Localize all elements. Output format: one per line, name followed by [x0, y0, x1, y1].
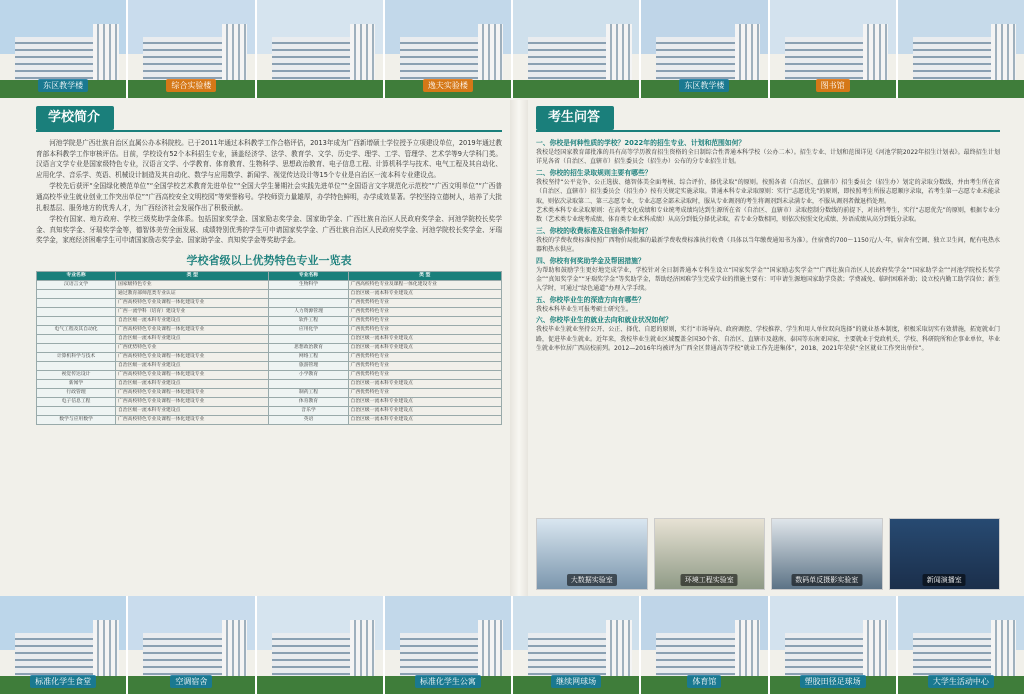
- photo-caption: 图书馆: [816, 79, 850, 92]
- campus-photo: [770, 596, 898, 694]
- table-cell: 体育教育: [269, 397, 348, 406]
- lab-photo-caption: 数码单反摄影实验室: [791, 574, 862, 586]
- photo-caption: 继续网球场: [551, 675, 601, 688]
- bottom-photo-strip: [0, 596, 1024, 694]
- col-header: 类 型: [348, 271, 501, 280]
- campus-photo: [770, 0, 898, 98]
- table-cell: 网络工程: [269, 352, 348, 361]
- table-row: [37, 325, 502, 334]
- table-cell: 旅游管理: [269, 361, 348, 370]
- table-cell: 广西优势特色专业: [348, 316, 501, 325]
- intro-paragraph: 学校有国家、地方政府、学校三级奖助学金体系。包括国家奖学金、国家励志奖学金、国家助学金、广西壮族自治区人民政府奖学金、河池学院校长奖学金、真知奖学金、牙瑞奖学金等，德智体美劳全面发展、成绩特别优秀的学生可申请国家奖学金、广西壮族自治区人民政府奖学金、河池学院校长奖学金、牙瑞奖学金，家庭经济困难学生可申请国家励志奖学金、国家助学金、真知奖学金等奖助学金。: [36, 215, 502, 245]
- table-cell: 自治区级一流本科专业建设点: [116, 406, 269, 415]
- table-cell: 计算机科学与技术: [37, 352, 116, 361]
- table-cell: 电子信息工程: [37, 397, 116, 406]
- table-cell: [37, 307, 116, 316]
- section-title-intro: 学校简介: [36, 106, 114, 130]
- table-cell: 自治区级一流本科专业建设点: [348, 379, 501, 388]
- table-cell: 广西高校特色专业及课程一体化建设专业: [116, 325, 269, 334]
- table-cell: 自治区级一流本科专业建设点: [348, 406, 501, 415]
- table-cell: [269, 334, 348, 343]
- table-cell: 广西高校特色专业及课程一体化建设专业: [116, 397, 269, 406]
- table-row: [37, 379, 502, 388]
- table-cell: [37, 343, 116, 352]
- lab-photo: [771, 518, 883, 590]
- majors-table: [36, 271, 502, 425]
- campus-photo: [257, 596, 385, 694]
- qa-answer: 我校是经国家教育部批准的具有高等学历教育招生资格的全日制综合性普通本科学校（公办二本）。招生专业、计划和范围详见《河池学院2022年招生计划表》。最终招生计划详见各省（自治区、直辖市）招生委员会（招生办）公布的分专业招生计划。: [536, 149, 1000, 166]
- table-cell: 新闻学: [37, 379, 116, 388]
- table-cell: [37, 361, 116, 370]
- table-row: [37, 343, 502, 352]
- table-cell: 生物科学: [269, 280, 348, 289]
- table-cell: [269, 379, 348, 388]
- table-cell: 自治区级一流本科专业建设点: [116, 361, 269, 370]
- table-cell: 广西优势特色专业: [348, 361, 501, 370]
- table-row: [37, 334, 502, 343]
- table-cell: 广西优势特色专业: [348, 388, 501, 397]
- table-cell: 软件工程: [269, 316, 348, 325]
- table-cell: 广西优势特色专业: [348, 370, 501, 379]
- campus-photo: [641, 0, 769, 98]
- section-header-intro: [36, 104, 502, 132]
- lab-photo: [654, 518, 766, 590]
- qa-column: [536, 104, 1000, 592]
- campus-photo: [513, 596, 641, 694]
- table-cell: 广西一流学科（培育）建设专业: [116, 307, 269, 316]
- table-row: [37, 397, 502, 406]
- table-cell: 广西高校特色专业及课程一体化建设专业: [116, 388, 269, 397]
- table-row: [37, 289, 502, 298]
- table-cell: [269, 289, 348, 298]
- photo-caption: 逸夫实验楼: [423, 79, 473, 92]
- lab-photo-caption: 大数据实验室: [567, 574, 617, 586]
- table-cell: 广西优势特色专业: [348, 307, 501, 316]
- table-cell: [37, 316, 116, 325]
- photo-caption: 标准化学生食堂: [30, 675, 96, 688]
- majors-table-title: 学校省级以上优势特色专业一览表: [186, 253, 352, 267]
- table-row: [37, 406, 502, 415]
- table-row: [37, 307, 502, 316]
- campus-photo: [257, 0, 385, 98]
- lab-photo: [889, 518, 1001, 590]
- table-cell: 自治区级一流本科专业建设点: [348, 343, 501, 352]
- lab-photo-caption: 新闻演播室: [923, 574, 966, 586]
- table-cell: [37, 298, 116, 307]
- table-cell: 广西优势特色专业: [348, 352, 501, 361]
- intro-paragraph: 学校先后获评“全国绿化模范单位”“全国学校艺术教育先进单位”“全国大学生暑期社会实践先进单位”“全国语言文字规范化示范校”“广西文明单位”“广西普通高校毕业生就业创业工作突出单位”“广西高校安全文明校园”等荣誉称号。学校师资力量雄厚，办学特色鲜明，办学成效显著。学校坚持立德树人，培养了大批扎根基层、服务地方的优秀人才，为广西经济社会发展作出了积极贡献。: [36, 182, 502, 212]
- table-cell: 行政管理: [37, 388, 116, 397]
- table-cell: 小学教育: [269, 370, 348, 379]
- qa-answer: 我校坚持“公平竞争、公正选拔、德智体美全面考核、综合评价、择优录取”的原则。按照各省（自治区、直辖市）招生委员会（招生办）划定的录取分数线，并由考生所在省（自治区、直辖市）招生委员会（招生办）按有关规定实施录取。普通本科专业录取原则：实行“志愿优先”的原则，即按照考生所报志愿顺序录取，若考生第一志愿专业未能录取，则依次录取第二、第三志愿专业，专业志愿全部未录取时，服从专业调剂的考生将调剂到未录满专业，不服从调剂者做退档处理。: [536, 178, 1000, 205]
- table-cell: 自治区级一流本科专业建设点: [348, 289, 501, 298]
- table-cell: 自治区级一流本科专业建设点: [116, 316, 269, 325]
- lab-photo: [536, 518, 648, 590]
- campus-photo: [513, 0, 641, 98]
- qa-answer: 我校的学费收费标准按照广西物价局批准的最新学费收费标准执行收费（具体以当年缴费通知书为准）。住宿费约700～1150元/人·年，宿舍有空调、独立卫生间，配有电热水器和热水供应。: [536, 236, 1000, 254]
- table-cell: 电气工程及其自动化: [37, 325, 116, 334]
- photo-caption: 大学生活动中心: [928, 675, 994, 688]
- table-cell: 广西高校特色专业及课程一体化建设专业: [116, 415, 269, 424]
- qa-question: 五、你校毕业生的深造方向有哪些？: [536, 295, 645, 304]
- photo-caption: 东区教学楼: [679, 79, 729, 92]
- table-cell: 自治区级一流本科专业建设点: [348, 334, 501, 343]
- photo-caption: 塑胶田径足球场: [800, 675, 866, 688]
- qa-answer: 为帮助和鼓励学生更好地完成学业，学校针对全日制普通本专科生设立“国家奖学金”“国家励志奖学金”“广西壮族自治区人民政府奖学金”“国家助学金”“河池学院校长奖学金”“真知奖学金”“牙瑞奖学金”等奖助学金，帮助经济困难学生完成学业的措施主要有：可申请生源地国家助学贷款；学费减免、临时困难补助；设立校内勤工助学岗位；新生入学时，可通过“绿色通道”办理入学手续。: [536, 266, 1000, 293]
- section-title-qa: 考生问答: [536, 106, 614, 130]
- photo-caption: 空调宿舍: [170, 675, 212, 688]
- section-rule: [36, 130, 502, 132]
- table-cell: 广西优势特色专业: [116, 343, 269, 352]
- table-cell: 广西高校特色专业及课程一体化建设专业: [116, 298, 269, 307]
- qa-list: [536, 138, 1000, 354]
- table-cell: 汉语言文学: [37, 280, 116, 289]
- table-row: [37, 280, 502, 289]
- qa-question: 三、你校的收费标准及住宿条件如何？: [536, 226, 652, 235]
- table-row: [37, 316, 502, 325]
- campus-photo: [641, 596, 769, 694]
- campus-photo: [898, 0, 1024, 98]
- table-cell: 制药工程: [269, 388, 348, 397]
- table-cell: 人力资源管理: [269, 307, 348, 316]
- col-header: 专业名称: [269, 271, 348, 280]
- table-cell: 自治区级一流本科专业建设点: [348, 415, 501, 424]
- table-cell: 广西高校特色专业及课程一体化建设专业: [348, 280, 501, 289]
- qa-answer: 我校本科毕业生可报考硕士研究生。: [536, 305, 633, 313]
- photo-caption: 东区教学楼: [38, 79, 88, 92]
- table-cell: 自治区级一流本科专业建设点: [116, 334, 269, 343]
- section-rule: [536, 130, 1000, 132]
- table-row: [37, 352, 502, 361]
- table-cell: 国家级特色专业: [116, 280, 269, 289]
- table-cell: 自治区级一流本科专业建设点: [348, 397, 501, 406]
- table-cell: 英语: [269, 415, 348, 424]
- table-cell: 视觉传达设计: [37, 370, 116, 379]
- table-cell: 自治区级一流本科专业建设点: [116, 379, 269, 388]
- table-row: [37, 370, 502, 379]
- table-cell: 广西高校特色专业及课程一体化建设专业: [116, 352, 269, 361]
- section-header-qa: [536, 104, 1000, 132]
- qa-question: 一、你校是何种性质的学校？2022年的招生专业、计划和范围如何？: [536, 139, 746, 147]
- campus-photo: [898, 596, 1024, 694]
- table-cell: [37, 289, 116, 298]
- intro-paragraph: 河池学院是广西壮族自治区直属公办本科院校。已于2011年通过本科教学工作合格评估，2013年成为广西新增硕士学位授予立项建设单位，2019年通过教育部本科教学工作审核评估。目前，学校设有52个本科招生专业，涵盖经济学、法学、教育学、文学、历史学、理学、工学、管理学、艺术学等9大学科门类。汉语言文学专业是国家级特色专业，汉语言文学、小学教育、体育教育、生物科学、思想政治教育、电子信息工程、计算机科学与技术、电气工程及其自动化、应用化学、音乐学、英语、机械设计制造及其自动化、数学与应用数学、新闻学、视觉传达设计等15个专业是自治区一流本科专业建设点。: [36, 139, 502, 179]
- qa-question: 六、你校毕业生的就业去向和就业状况如何？: [536, 316, 672, 325]
- campus-photo: [128, 0, 256, 98]
- photo-caption: 标准化学生公寓: [415, 675, 481, 688]
- table-cell: 思想政治教育: [269, 343, 348, 352]
- col-header: 专业名称: [37, 271, 116, 280]
- table-row: [37, 415, 502, 424]
- campus-photo: [0, 596, 128, 694]
- table-header-row: [37, 271, 502, 280]
- lab-photo-caption: 环境工程实验室: [681, 574, 738, 586]
- page-spine: [510, 100, 528, 596]
- campus-photo: [128, 596, 256, 694]
- top-photo-strip: [0, 0, 1024, 98]
- table-row: [37, 361, 502, 370]
- table-cell: 音乐学: [269, 406, 348, 415]
- qa-question: 二、你校的招生录取规则主要有哪些？: [536, 168, 652, 177]
- table-cell: 广西优势特色专业: [348, 325, 501, 334]
- table-cell: 数学与应用数学: [37, 415, 116, 424]
- table-cell: 广西高校特色专业及课程一体化建设专业: [116, 370, 269, 379]
- table-cell: [37, 406, 116, 415]
- qa-answer: 我校毕业生就业坚持公开、公正、择优、自愿的原则，实行“市场导向、政府调控、学校推荐、学生和用人单位双向选择”的就业基本制度，积极采取切实有效措施，拓宽就业门路，促进毕业生就业。近年来，我校毕业生就业区域覆盖全国30个省、自治区、直辖市及越南、泰国等东南亚国家，主要就业于党政机关、学校、科研院所和企事业单位，毕业生就业率位居广西高校前列。2012—2016年均被评为广西全区普通高等学校“就业工作先进集体”，2018、2021年荣获“全区就业工作突出单位”。: [536, 326, 1000, 353]
- photo-caption: 体育馆: [687, 675, 721, 688]
- table-cell: [37, 334, 116, 343]
- lab-gallery: [536, 518, 1000, 590]
- qa-answer: 艺术类本科专业录取原则：在高考文化成绩和专业统考成绩均达到生源所在省（自治区、直辖市）录取控制分数线的前提下，对出档考生，实行“志愿优先”的原则，根据专业分数（艺术类专业统考成绩、体育类专业术科成绩）从高分到低分择优录取，若专业分数相同，则依次按照文化成绩、外语成绩从高分到低分录取。: [536, 207, 1000, 224]
- campus-photo: [385, 596, 513, 694]
- table-cell: 应用化学: [269, 325, 348, 334]
- campus-photo: [0, 0, 128, 98]
- table-cell: 通过教育部师范类专业认证: [116, 289, 269, 298]
- qa-question: 四、你校有何奖助学金及帮困措施？: [536, 256, 645, 265]
- campus-photo: [385, 0, 513, 98]
- school-intro-column: [36, 104, 502, 592]
- table-row: [37, 388, 502, 397]
- table-cell: [269, 298, 348, 307]
- photo-caption: 综合实验楼: [166, 79, 216, 92]
- table-cell: 广西优势特色专业: [348, 298, 501, 307]
- col-header: 类 型: [116, 271, 269, 280]
- table-row: [37, 298, 502, 307]
